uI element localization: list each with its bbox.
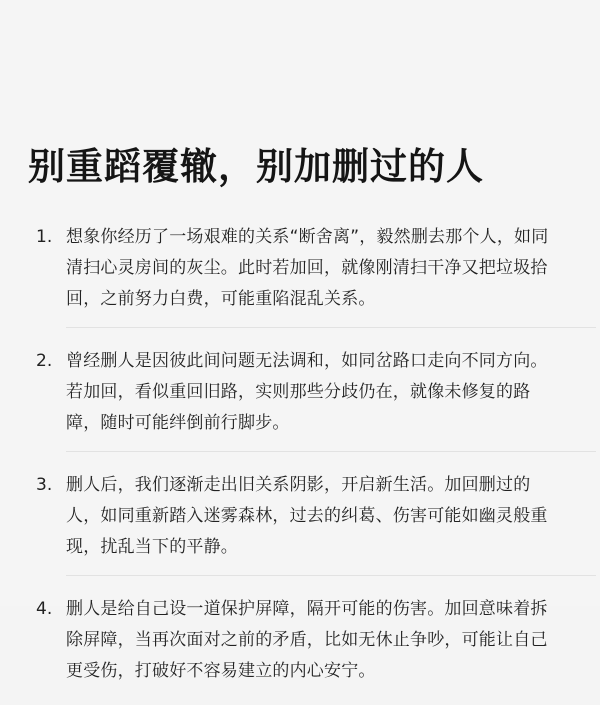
item-line: 除屏障，当再次面对之前的矛盾，比如无休止争吵，可能让自己	[66, 630, 548, 650]
point-list	[36, 222, 576, 705]
item-number: 2.	[36, 351, 53, 371]
item-line: 删人是给自己设一道保护屏障，隔开可能的伤害。加回意味着拆	[66, 599, 548, 619]
item-number: 4.	[36, 599, 53, 619]
article-title: 别重蹈覆辙，别加删过的人	[28, 145, 484, 188]
item-line: 现，扰乱当下的平静。	[66, 537, 238, 557]
item-line: 曾经删人是因彼此间问题无法调和，如同岔路口走向不同方向。	[66, 351, 548, 371]
item-line: 删人后，我们逐渐走出旧关系阴影，开启新生活。加回删过的	[66, 475, 531, 495]
item-line: 若加回，看似重回旧路，实则那些分歧仍在，就像未修复的路	[66, 382, 531, 402]
item-number: 1.	[36, 227, 53, 247]
item-text	[66, 222, 596, 328]
item-line: 障，随时可能绊倒前行脚步。	[66, 413, 290, 433]
item-divider	[66, 327, 596, 328]
list-item	[36, 594, 576, 687]
list-item	[36, 470, 576, 576]
item-line: 人，如同重新踏入迷雾森林，过去的纠葛、伤害可能如幽灵般重	[66, 506, 548, 526]
item-text	[66, 470, 596, 576]
item-line: 想象你经历了一场艰难的关系“断舍离”，毅然删去那个人，如同	[66, 227, 549, 247]
item-line: 更受伤，打破好不容易建立的内心安宁。	[66, 661, 376, 681]
list-item	[36, 346, 576, 452]
item-number: 3.	[36, 475, 53, 495]
item-line: 回，之前努力白费，可能重陷混乱关系。	[66, 289, 376, 309]
item-text	[66, 594, 576, 687]
list-item	[36, 222, 576, 328]
item-text	[66, 346, 596, 452]
item-divider	[66, 575, 596, 576]
item-line: 清扫心灵房间的灰尘。此时若加回，就像刚清扫干净又把垃圾拾	[66, 258, 548, 278]
item-divider	[66, 451, 596, 452]
